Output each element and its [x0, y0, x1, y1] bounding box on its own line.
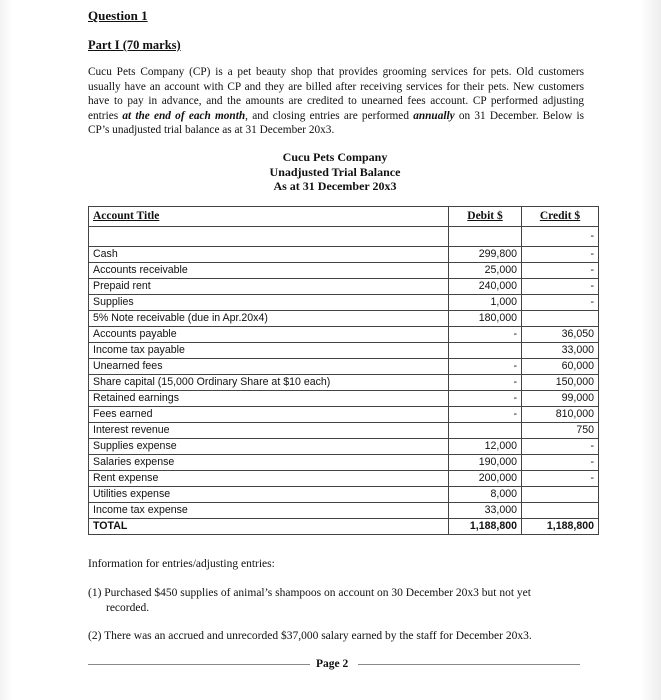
debit-cell: - [449, 359, 522, 375]
spacer-credit-dash: - [522, 227, 599, 247]
header-account-title: Account Title [89, 207, 449, 227]
table-spacer-row [89, 227, 599, 247]
debit-cell: 33,000 [449, 503, 522, 519]
info-item-2: (2) There was an accrued and unrecorded $37,000 salary earned by the staff for December 20x3. [88, 630, 532, 642]
page-number: Page 2 [316, 658, 349, 670]
intro-paragraph [88, 65, 584, 138]
account-name-cell: Accounts receivable [89, 263, 449, 279]
debit-cell: 299,800 [449, 247, 522, 263]
account-name-cell: Income tax expense [89, 503, 449, 519]
debit-cell [449, 343, 522, 359]
credit-cell [522, 503, 599, 519]
intro-emphasis-month-end: at the end of each month [122, 109, 246, 122]
info-heading: Information for entries/adjusting entries: [88, 558, 275, 570]
debit-cell: 25,000 [449, 263, 522, 279]
account-name-cell: Fees earned [89, 407, 449, 423]
table-row [89, 327, 599, 343]
trial-balance-heading [180, 150, 490, 194]
credit-cell: - [522, 295, 599, 311]
table-row [89, 263, 599, 279]
account-name-cell: Accounts payable [89, 327, 449, 343]
intro-text-2: , and closing entries are performed [245, 109, 414, 122]
debit-cell: 240,000 [449, 279, 522, 295]
credit-cell: 33,000 [522, 343, 599, 359]
table-row [89, 247, 599, 263]
table-row [89, 487, 599, 503]
table-row [89, 423, 599, 439]
credit-cell: - [522, 263, 599, 279]
account-name-cell: Unearned fees [89, 359, 449, 375]
table-row [89, 503, 599, 519]
table-row [89, 295, 599, 311]
trial-balance-table [88, 206, 599, 535]
debit-cell: 12,000 [449, 439, 522, 455]
debit-cell: 1,000 [449, 295, 522, 311]
total-label-cell: TOTAL [89, 519, 449, 535]
account-name-cell: Rent expense [89, 471, 449, 487]
table-row [89, 439, 599, 455]
total-row [89, 519, 599, 535]
table-row [89, 279, 599, 295]
credit-cell: 99,000 [522, 391, 599, 407]
debit-cell: 180,000 [449, 311, 522, 327]
statement-date: As at 31 December 20x3 [273, 179, 397, 193]
debit-cell: - [449, 407, 522, 423]
debit-cell: - [449, 327, 522, 343]
table-row [89, 455, 599, 471]
account-name-cell: Utilities expense [89, 487, 449, 503]
debit-cell [449, 423, 522, 439]
credit-cell: - [522, 247, 599, 263]
table-header-row [89, 207, 599, 227]
intro-text-3: on 31 December. Below is CP’s unadjusted trial balance as at 31 December 20x3. [88, 109, 584, 137]
debit-cell: - [449, 391, 522, 407]
info-item-1-line-1: (1) Purchased $450 supplies of animal’s shampoos on account on 30 December 20x3 but not yet [88, 587, 531, 599]
header-credit-label: Credit $ [539, 210, 581, 222]
account-name-cell: Supplies expense [89, 439, 449, 455]
company-name: Cucu Pets Company [282, 150, 388, 164]
statement-title: Unadjusted Trial Balance [269, 164, 401, 179]
debit-cell: 8,000 [449, 487, 522, 503]
debit-cell: 190,000 [449, 455, 522, 471]
credit-cell: 750 [522, 423, 599, 439]
credit-cell: 150,000 [522, 375, 599, 391]
debit-cell: - [449, 375, 522, 391]
account-name-cell: Interest revenue [89, 423, 449, 439]
footer-rule-left [88, 664, 310, 665]
debit-cell: 200,000 [449, 471, 522, 487]
account-name-cell: Cash [89, 247, 449, 263]
credit-cell [522, 311, 599, 327]
credit-cell: - [522, 455, 599, 471]
account-name-cell: 5% Note receivable (due in Apr.20x4) [89, 311, 449, 327]
credit-cell: 810,000 [522, 407, 599, 423]
table-row [89, 311, 599, 327]
account-name-cell: Retained earnings [89, 391, 449, 407]
header-debit: Debit $ [449, 207, 522, 227]
table-row [89, 375, 599, 391]
table-row [89, 359, 599, 375]
credit-cell: - [522, 439, 599, 455]
credit-cell: 60,000 [522, 359, 599, 375]
account-name-cell: Supplies [89, 295, 449, 311]
table-row [89, 471, 599, 487]
intro-emphasis-annually: annually [413, 109, 455, 122]
credit-cell: 36,050 [522, 327, 599, 343]
part-title: Part I (70 marks) [88, 38, 181, 52]
total-credit-cell: 1,188,800 [522, 519, 599, 535]
credit-cell: - [522, 279, 599, 295]
table-row [89, 391, 599, 407]
table-row [89, 343, 599, 359]
account-name-cell: Income tax payable [89, 343, 449, 359]
account-name-cell: Share capital (15,000 Ordinary Share at $10 each) [89, 375, 449, 391]
footer-rule-right [358, 664, 580, 665]
question-title: Question 1 [88, 8, 148, 23]
intro-text-1: Cucu Pets Company (CP) is a pet beauty shop that provides grooming services for pets. Old customers usually have an account with CP and they are billed after receiving services for their pets. New customers have to pay in advance, and the amounts are credited to unearned fees account. CP performed adjusting entries [88, 66, 584, 122]
account-name-cell: Salaries expense [89, 455, 449, 471]
account-name-cell: Prepaid rent [89, 279, 449, 295]
credit-cell [522, 487, 599, 503]
info-item-1-line-2: recorded. [106, 601, 150, 614]
table-row [89, 407, 599, 423]
credit-cell: - [522, 471, 599, 487]
total-debit-cell: 1,188,800 [449, 519, 522, 535]
header-credit [522, 207, 599, 227]
info-item-1 [88, 586, 584, 615]
